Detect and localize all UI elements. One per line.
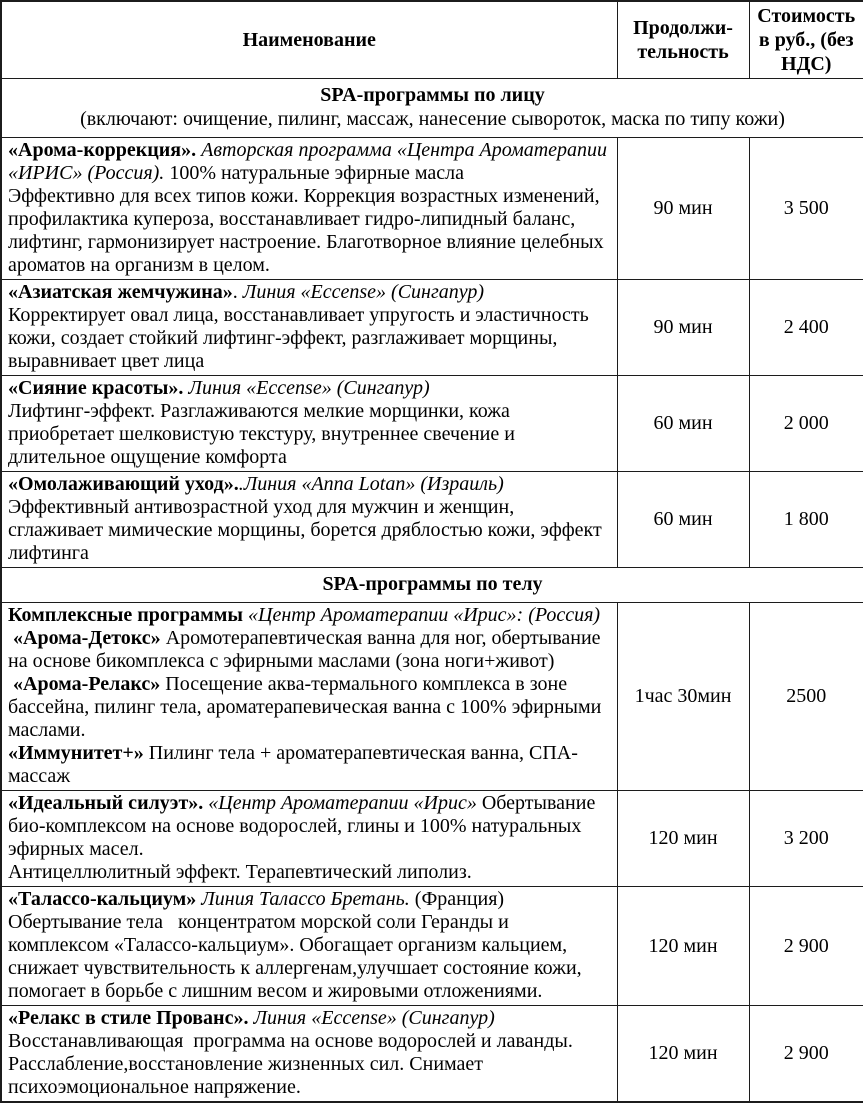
text-segment-n: Обертывание био-комплексом на основе водорослей, глины и 100% натуральных эфирных масел. [8, 792, 596, 860]
price-cell: 2 900 [749, 1006, 863, 1103]
text-segment-n: (Франция) Обертывание тела концентратом морской соли Геранды и комплексом «Талассо-кальциум». Обогащает организм кальцием, снижает чувствительность к аллергенам,улучшает состояние кожи, помогает в борьбе с лишним весом и жировыми отложениями. [8, 888, 582, 1002]
text-segment-b: «Идеальный силуэт». [8, 792, 209, 814]
program-row [1, 472, 863, 568]
program-row [1, 138, 863, 280]
program-row [1, 603, 863, 791]
program-name-cell [1, 138, 617, 280]
text-segment-i: .Линия «Anna Lotan» (Израиль) [238, 473, 504, 495]
text-segment-i: Линия «Eccense» (Сингапур) [188, 377, 430, 399]
text-segment-n: Аромотерапевтическая ванна для ног, обертывание на основе бикомплекса с эфирными маслами (зона ноги+живот) [8, 627, 601, 672]
duration-cell: 120 мин [617, 887, 749, 1006]
text-segment-b: «Сияние красоты». [8, 377, 189, 399]
text-segment-n: Эффективный антивозрастной уход для мужчин и женщин, сглаживает мимические морщины, борется дряблостью кожи, эффект лифтинга [8, 496, 602, 564]
text-segment-n: Эффективно для всех типов кожи. Коррекция возрастных изменений, профилактика купероза, восстанавливает гидро-липидный баланс, лифтинг, гармонизирует настроение. Благотворное влияние целебных ароматов на организм в целом. [8, 185, 604, 276]
program-row [1, 280, 863, 376]
text-segment-n: Антицеллюлитный эффект. Терапевтический липолиз. [8, 861, 472, 883]
section-header-row [1, 79, 863, 138]
text-segment-n: Посещение аква-термального комплекса в зоне бассейна, пилинг тела, ароматерапевическая ванна с 100% эфирными маслами. [8, 673, 602, 741]
program-name-cell [1, 1006, 617, 1103]
text-segment-n: Лифтинг-эффект. Разглаживаются мелкие морщинки, кожа приобретает шелковистую текстуру, внутреннее свечение и длительное ощущение комфорта [8, 400, 515, 468]
section-title-cell [1, 79, 863, 138]
col-header-name: Наименование [1, 1, 617, 79]
text-segment-b: «Арома-Детокс» [8, 627, 166, 649]
text-segment-i: «Центр Ароматерапии «Ирис» [208, 792, 482, 814]
text-segment-n: Пилинг тела + ароматерапевтическая ванна, СПА-массаж [8, 742, 578, 787]
price-cell: 1 800 [749, 472, 863, 568]
duration-cell: 90 мин [617, 280, 749, 376]
text-segment-b: «Иммунитет+» [8, 742, 149, 764]
program-name-cell [1, 280, 617, 376]
text-segment-n: Восстанавливающая программа на основе водорослей и лаванды. Расслабление,восстановление жизненных сил. Снимает психоэмоциональное напряжение. [8, 1030, 573, 1098]
duration-cell: 90 мин [617, 138, 749, 280]
program-name-cell [1, 603, 617, 791]
section-title: SPA-программы по телу [322, 573, 543, 595]
price-cell: 3 200 [749, 791, 863, 887]
text-segment-i: Линия «Eccense» (Сингапур) [242, 281, 485, 303]
text-segment-i: Авторская программа «Центра Ароматерапии «ИРИС» (Россия). [8, 139, 608, 184]
program-row [1, 1006, 863, 1103]
col-header-duration: Продолжи-тельность [617, 1, 749, 79]
program-name-cell [1, 791, 617, 887]
program-name-cell [1, 472, 617, 568]
price-cell: 2 900 [749, 887, 863, 1006]
price-cell: 3 500 [749, 138, 863, 280]
text-segment-i: Линия «Eccense» (Сингапур) [253, 1007, 495, 1029]
duration-cell: 120 мин [617, 1006, 749, 1103]
text-segment-n: Корректирует овал лица, восстанавливает упругость и эластичность кожи, создает стойкий лифтинг-эффект, разглаживает морщины, выравнивает цвет лица [8, 304, 589, 372]
duration-cell: 60 мин [617, 472, 749, 568]
program-row [1, 791, 863, 887]
text-segment-i: «Центр Ароматерапии «Ирис»: (Россия) [248, 604, 601, 626]
header-row [1, 1, 863, 79]
text-segment-b: «Талассо-кальциум» [8, 888, 202, 910]
col-header-price: Стоимость в руб., (без НДС) [749, 1, 863, 79]
text-segment-n: 100% натуральные эфирные масла [169, 162, 464, 184]
price-cell: 2500 [749, 603, 863, 791]
duration-cell: 1час 30мин [617, 603, 749, 791]
table-body [1, 79, 863, 1103]
text-segment-i: Линия Талассо Бретань. [201, 888, 415, 910]
program-name-cell [1, 376, 617, 472]
section-title: SPA-программы по лицу [320, 84, 545, 106]
text-segment-n: . [232, 281, 243, 303]
duration-cell: 60 мин [617, 376, 749, 472]
table-header [1, 1, 863, 79]
text-segment-b: «Азиатская жемчужина» [8, 281, 233, 303]
text-segment-b: «Релакс в стиле Прованс». [8, 1007, 254, 1029]
program-row [1, 376, 863, 472]
section-header-row [1, 568, 863, 603]
text-segment-b: «Арома-коррекция». [8, 139, 202, 161]
text-segment-b: Комплексные программы [8, 604, 248, 626]
price-cell: 2 000 [749, 376, 863, 472]
text-segment-b: «Арома-Релакс» [8, 673, 166, 695]
section-subtitle: (включают: очищение, пилинг, массаж, нанесение сывороток, маска по типу кожи) [80, 108, 785, 130]
section-title-cell [1, 568, 863, 603]
text-segment-b: «Омолаживающий уход». [8, 473, 239, 495]
duration-cell: 120 мин [617, 791, 749, 887]
price-cell: 2 400 [749, 280, 863, 376]
